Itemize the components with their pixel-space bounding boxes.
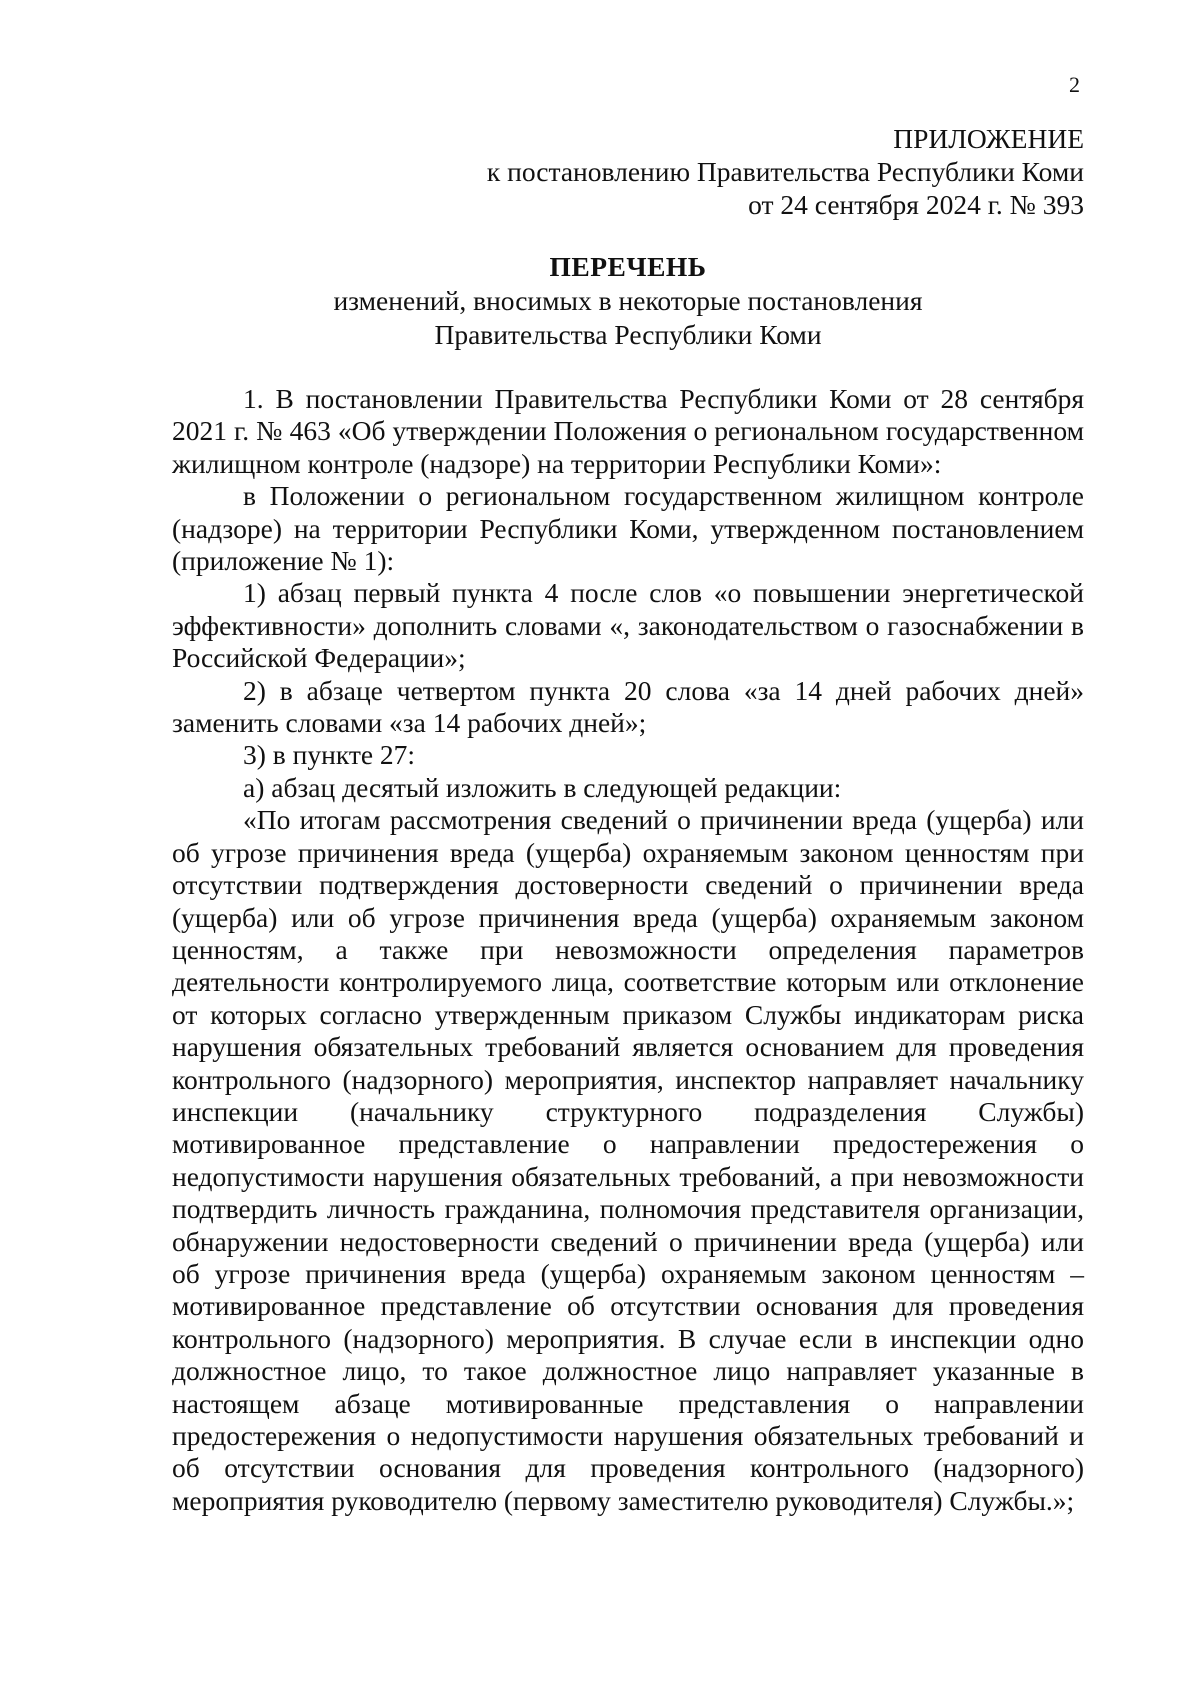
appendix-block [384,122,1084,221]
paragraph-subitem-3: 3) в пункте 27: [243,739,416,771]
appendix-title: ПРИЛОЖЕНИЕ [893,123,1084,154]
appendix-date-line: от 24 сентября 2024 г. № 393 [748,189,1084,220]
paragraph-subitem-3a: а) абзац десятый изложить в следующей редакции: [243,771,842,803]
document-subtitle-line-1: изменений, вносимых в некоторые постановления [333,285,923,316]
paragraph-subitem-2: 2) в абзаце четвертом пункта 20 слова «за 14 дней рабочих дней» заменить словами «за 14 рабочих дней»; [172,674,1084,739]
page-number: 2 [1069,72,1080,97]
document-title-block [172,250,1084,352]
paragraph-item-1: 1. В постановлении Правительства Республики Коми от 28 сентября 2021 г. № 463 «Об утверждении Положения о региональном государственном жилищном контроле (надзоре) на территории Республики Коми»: [172,383,1084,479]
paragraph-new-wording: «По итогам рассмотрения сведений о причинении вреда (ущерба) или об угрозе причинения вреда (ущерба) охраняемым законом ценностям при отсутствии подтверждения достоверности сведений о причинении вреда (ущерба) или об угрозе причинения вреда (ущерба) охраняемым законом ценностям, а также при невозможности определения параметров деятельности контролируемого лица, соответствие которым или отклонение от которых согласно утвержденным приказом Службы индикаторам риска нарушения обязательных требований является основанием для проведения контрольного (надзорного) мероприятия, инспектор направляет начальнику инспекции (начальнику структурного подразделения Службы) мотивированное представление о направлении предостережения о недопустимости нарушения обязательных требований, а при невозможности подтвердить личность гражданина, полномочия представителя организации, обнаружении недостоверности сведений о причинении вреда (ущерба) или об угрозе причинения вреда (ущерба) охраняемым законом ценностям – мотивированное представление об отсутствии основания для проведения контрольного (надзорного) мероприятия. В случае если в инспекции одно должностное лицо, то такое должностное лицо направляет указанные в настоящем абзаце мотивированные представления о направлении предостережения о недопустимости нарушения обязательных требований и об отсутствии основания для проведения контрольного (надзорного) мероприятия руководителю (первому заместителю руководителя) Службы.»; [172,804,1084,1516]
paragraph-regulation-intro: в Положении о региональном государственном жилищном контроле (надзоре) на территории Республики Коми, утвержденном постановлением (приложение № 1): [172,480,1084,577]
paragraph-subitem-1: 1) абзац первый пункта 4 после слов «о повышении энергетической эффективности» дополнить словами «, законодательством о газоснабжении в Российской Федерации»; [172,577,1084,674]
document-heading: ПЕРЕЧЕНЬ [549,251,707,282]
document-body [172,383,1084,1517]
document-subtitle-line-2: Правительства Республики Коми [434,319,822,350]
appendix-resolution-line: к постановлению Правительства Республики Коми [486,156,1084,187]
